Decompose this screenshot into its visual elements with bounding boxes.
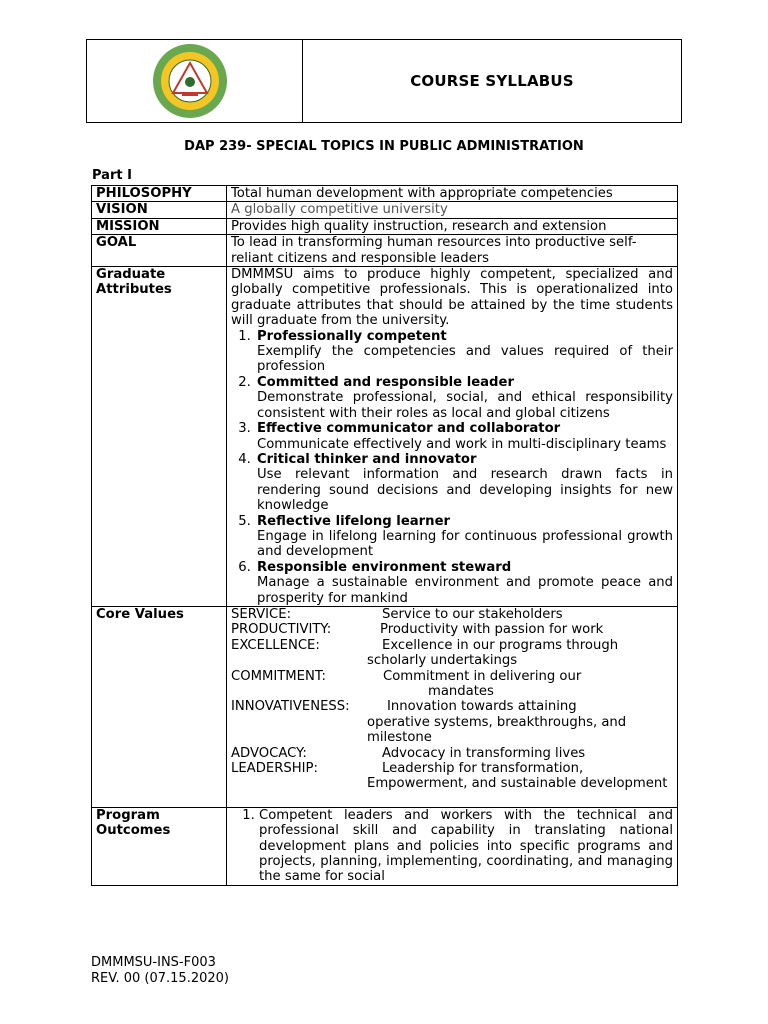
- core-value-text: Advocacy in transforming lives: [382, 745, 586, 761]
- attribute-title: 4. Critical thinker and innovator: [257, 451, 477, 467]
- graduate-attributes-row: [92, 267, 678, 607]
- core-value-item: [231, 622, 673, 637]
- core-value-key: COMMITMENT:: [231, 668, 326, 684]
- form-code: DMMMSU-INS-F003: [91, 955, 216, 970]
- core-value-key: ADVOCACY:: [231, 745, 307, 761]
- core-value-key: LEADERSHIP:: [231, 761, 318, 777]
- attribute-description: Communicate effectively and work in multi-disciplinary teams: [257, 436, 667, 452]
- vision-label: VISION: [92, 202, 227, 218]
- list-item: [255, 514, 673, 560]
- revision-number: REV. 00 (07.15.2020): [91, 971, 229, 986]
- core-value-key: EXCELLENCE:: [231, 637, 320, 653]
- core-value-item: [231, 638, 673, 653]
- dmmmsu-seal-icon: [149, 43, 231, 119]
- attribute-description: Exemplify the competencies and values required of their profession: [257, 344, 673, 375]
- goal-text: To lead in transforming human resources into productive self-reliant citizens and responsible leaders: [227, 235, 678, 267]
- list-item: [255, 560, 673, 606]
- core-value-text: Leadership for transformation,: [382, 761, 584, 777]
- core-value-item: [231, 761, 673, 776]
- syllabus-table: [91, 185, 678, 886]
- philosophy-label: PHILOSOPHY: [92, 186, 227, 202]
- core-value-continuation: Empowerment, and sustainable development: [367, 776, 668, 792]
- core-value-key: INNOVATIVENESS:: [231, 699, 350, 715]
- core-value-text: Innovation towards attaining: [387, 699, 577, 715]
- program-outcomes-label: Program Outcomes: [92, 807, 227, 885]
- logo-cell: [87, 40, 303, 122]
- attribute-title: 6. Responsible environment steward: [257, 559, 512, 575]
- graduate-attributes-intro: DMMMSU aims to produce highly competent, specialized and globally competitive professionals. This is operationalized into graduate attributes that should be attained by the time students will graduate from the university.: [231, 267, 673, 329]
- attribute-title: 3. Effective communicator and collaborator: [257, 421, 561, 437]
- core-value-text: Service to our stakeholders: [382, 606, 563, 622]
- core-value-continuation: operative systems, breakthroughs, and milestone: [367, 714, 627, 746]
- mission-label: MISSION: [92, 218, 227, 234]
- graduate-attributes-list: [231, 329, 673, 606]
- mission-text: Provides high quality instruction, research and extension: [227, 218, 678, 234]
- core-value-continuation: scholarly undertakings: [367, 653, 518, 669]
- goal-label: GOAL: [92, 235, 227, 267]
- syllabus-title: COURSE SYLLABUS: [410, 72, 574, 90]
- core-value-item: [231, 669, 673, 684]
- core-value-text: Productivity with passion for work: [380, 622, 604, 638]
- core-values-label: Core Values: [92, 606, 227, 807]
- core-value-item: [231, 699, 673, 714]
- attribute-description: Use relevant information and research drawn facts in rendering sound decisions and developing insights for new knowledge: [257, 467, 673, 514]
- vision-row: [92, 202, 678, 218]
- list-item: [255, 421, 673, 452]
- attribute-title: 2. Committed and responsible leader: [257, 374, 514, 390]
- core-values-row: [92, 606, 678, 807]
- graduate-attributes-label: Graduate Attributes: [92, 267, 227, 607]
- program-outcomes-list: [231, 808, 673, 885]
- core-value-item: [231, 607, 673, 622]
- core-value-key: PRODUCTIVITY:: [231, 622, 332, 638]
- philosophy-text: Total human development with appropriate competencies: [227, 186, 678, 202]
- core-value-text: Excellence in our programs through: [382, 637, 619, 653]
- attribute-title: 5. Reflective lifelong learner: [257, 513, 451, 529]
- attribute-title: 1. Professionally competent: [257, 328, 447, 344]
- footer: [91, 955, 229, 987]
- attribute-description: Manage a sustainable environment and promote peace and prosperity for mankind: [257, 575, 673, 606]
- mission-row: [92, 218, 678, 234]
- course-title: DAP 239- SPECIAL TOPICS IN PUBLIC ADMINISTRATION: [184, 139, 584, 154]
- core-value-item: [231, 746, 673, 761]
- goal-row: [92, 235, 678, 267]
- core-value-text: Commitment in delivering our: [383, 668, 582, 684]
- core-value-continuation: mandates: [428, 684, 494, 699]
- vision-text: A globally competitive university: [227, 202, 678, 218]
- attribute-description: Demonstrate professional, social, and ethical responsibility consistent with their roles as local and global citizens: [257, 390, 673, 421]
- list-item: 1. Competent leaders and workers with the technical and professional skill and capability in translating national development plans and policies into specific programs and projects, planning, implementing, coordinating, and managing the same for social: [259, 808, 673, 885]
- list-item: [255, 375, 673, 421]
- philosophy-row: [92, 186, 678, 202]
- list-item: [255, 452, 673, 514]
- part-label: Part I: [92, 168, 132, 183]
- core-value-key: SERVICE:: [231, 606, 292, 622]
- list-item: [255, 329, 673, 375]
- program-outcomes-row: [92, 807, 678, 885]
- header-box: [86, 39, 682, 123]
- attribute-description: Engage in lifelong learning for continuous professional growth and development: [257, 528, 673, 560]
